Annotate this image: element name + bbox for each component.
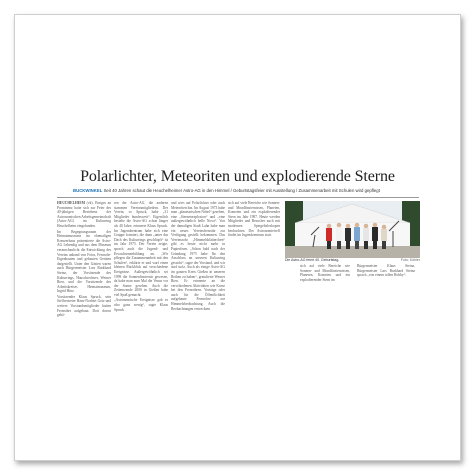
subheadline-row [73, 188, 433, 193]
paragraph: „Astronomische Ereignisse gab es also ganz wenig“, sagte Klaus Spruck [114, 298, 168, 312]
paragraph: (vk). Einiges an Prominenz hatte sich zur Feier des 40-jährigen Bestehens der Astronomischen Arbeitsgemeinschaft (Astro-AG) im Kulturring Heuchelheim eingefunden. [57, 201, 111, 228]
newspaper-clipping [47, 168, 428, 318]
article-column-5 [300, 264, 350, 284]
paragraph: sich auf viele Bereiche wie Sonnen- und Mondfinsternissen, Planeten, Kometen und ein explodierender Stern im Jahr 1987. Heute werden Mitglieder und Besucher auch mit modernen Spiegelteleskopen beobachten. Der Astronomietreff findet im Jugendzentrum statt. [228, 201, 280, 238]
kicker: BUCKWINKEL [73, 188, 103, 193]
paragraph: Vorsitzender Klaus Spruck, sein Stellvertreter Hans-Norbert Gotz und weitere Vorstandsmitglieder hatten Fernrohre aufgebaut. Dort davon gehö- [57, 294, 111, 318]
dateline: HEUCHELHEIM [57, 201, 85, 205]
paragraph: Im Begegnungsraum der Heimatmuseums im ehemaligen Kreuzerhaus präsentierte die Astro-AG Lebendig und aus dem Museum veranschaulicht die Entwicklung des Vereins anhand von Fotos, Fernrohr-Eigenbauten und gebauten Geräten dargestellt. Unter den Gästen waren auch Bürgermeister Lars Burkhard Steinz, der Vorsitzende des Kulturrings, Hauschrechner, Werner Rien, und die Vorsitzende des Arbeitskreises Heimatmuseum, Ingrid Hinz. [57, 229, 111, 294]
photo-illustration [285, 201, 420, 258]
subheadline: Seit 40 Jahren schaut die Heuchelheimer Astro-AG in den Himmel / Geburtstagsfeier mit Ausstellung / Zusammenarbeit mit Schulen wird gepflegt [103, 188, 380, 193]
photo-caption: Die Astro-AG feiert 40. Geburtstag. [285, 258, 340, 262]
paragraph: und wies auf Polarlichter oder auch Meteoriten hin. Im August 1973 habe man „planetarischen Nebel“ gesehen, eine „Sternenexplosion“ und „eine außergewöhnlich helle Nova“. Von der damaligen Stadt Lahn habe man ein neues Vereinsfernrohr zur Verfügung gestellt bekommen. Das Vereinsrohr „Himmelsblätterchen“ gibt es heute nicht mehr in Papierform. „Schon bald nach der Gründung 1975 habe Ihr den Anschluss an unseren Kulturring gesucht“, sagte der Vorstand, und wir sind stolz. Auch als einige Astro-AG im ganzen Kreis Gießen in unseren Reihen zu haben“, gratulierte Werner Rien. Er erinnerte an die verschiedenen Aktivitäten wie Kurse bei den Fernrohren. Vorträge oder auch für die Öffentlichkeit aufgebaute Fernrohre zur Himmelsbeobachtung. Auch die Beobachtungen erstreckten [171, 201, 225, 311]
article-column-6 [357, 264, 415, 284]
headline: Polarlichter, Meteoriten und explodierende Sterne [80, 168, 395, 185]
photo-caption-row [285, 258, 420, 262]
article-column-1 [57, 201, 111, 318]
article-column-4 [228, 201, 280, 281]
group-photo [285, 201, 420, 258]
paragraph: ren der Astro-AG, die anderen stammen Vereinsmitgliedern. Der Verein, so Spruck, habe „31 Mitglieder bundesweit“. Eigentlich bestehe die Astro-AG schon länger als 40 Jahre, erinnerte Klaus Spruck. Im Jugendzentrum habe sich eine Gruppe formiert, die dann „unter das Dach des Kulturrings geschlüpft“ ist im Jahr 1975. Der Verein zeigte, sprach auch die Jugend- und Erwachsenenbildung an. „Wir pflegen die Zusammenarbeit mit den Schulen“, erklärte er und warf einen kleinen Rückblick auf verschiedene Ereignisse. Außergewöhnlich sei 1999 die Sonnenfinsternis gewesen, da habe man zum Mal die Venus vor der Sonne gesehen. Auch die Zeitenwende 2000 in Gießen habe viel Spaß gemacht. [114, 201, 168, 297]
ground [285, 246, 420, 258]
article-column-2 [114, 201, 168, 312]
photo-credit: Foto: Köhler [400, 258, 420, 262]
article-column-3 [171, 201, 225, 311]
paragraph: Bürgermeister Klaus Steinz, Bürgermeister Lars Burkhard Steinz sprach „von einem tollen Hobby“. [357, 264, 415, 278]
paragraph: sich auf viele Bereiche wie Sonnen- und Mondfinsternissen, Planeten, Kometen und ein explodierender Stern im [300, 264, 350, 282]
divider [57, 197, 419, 198]
